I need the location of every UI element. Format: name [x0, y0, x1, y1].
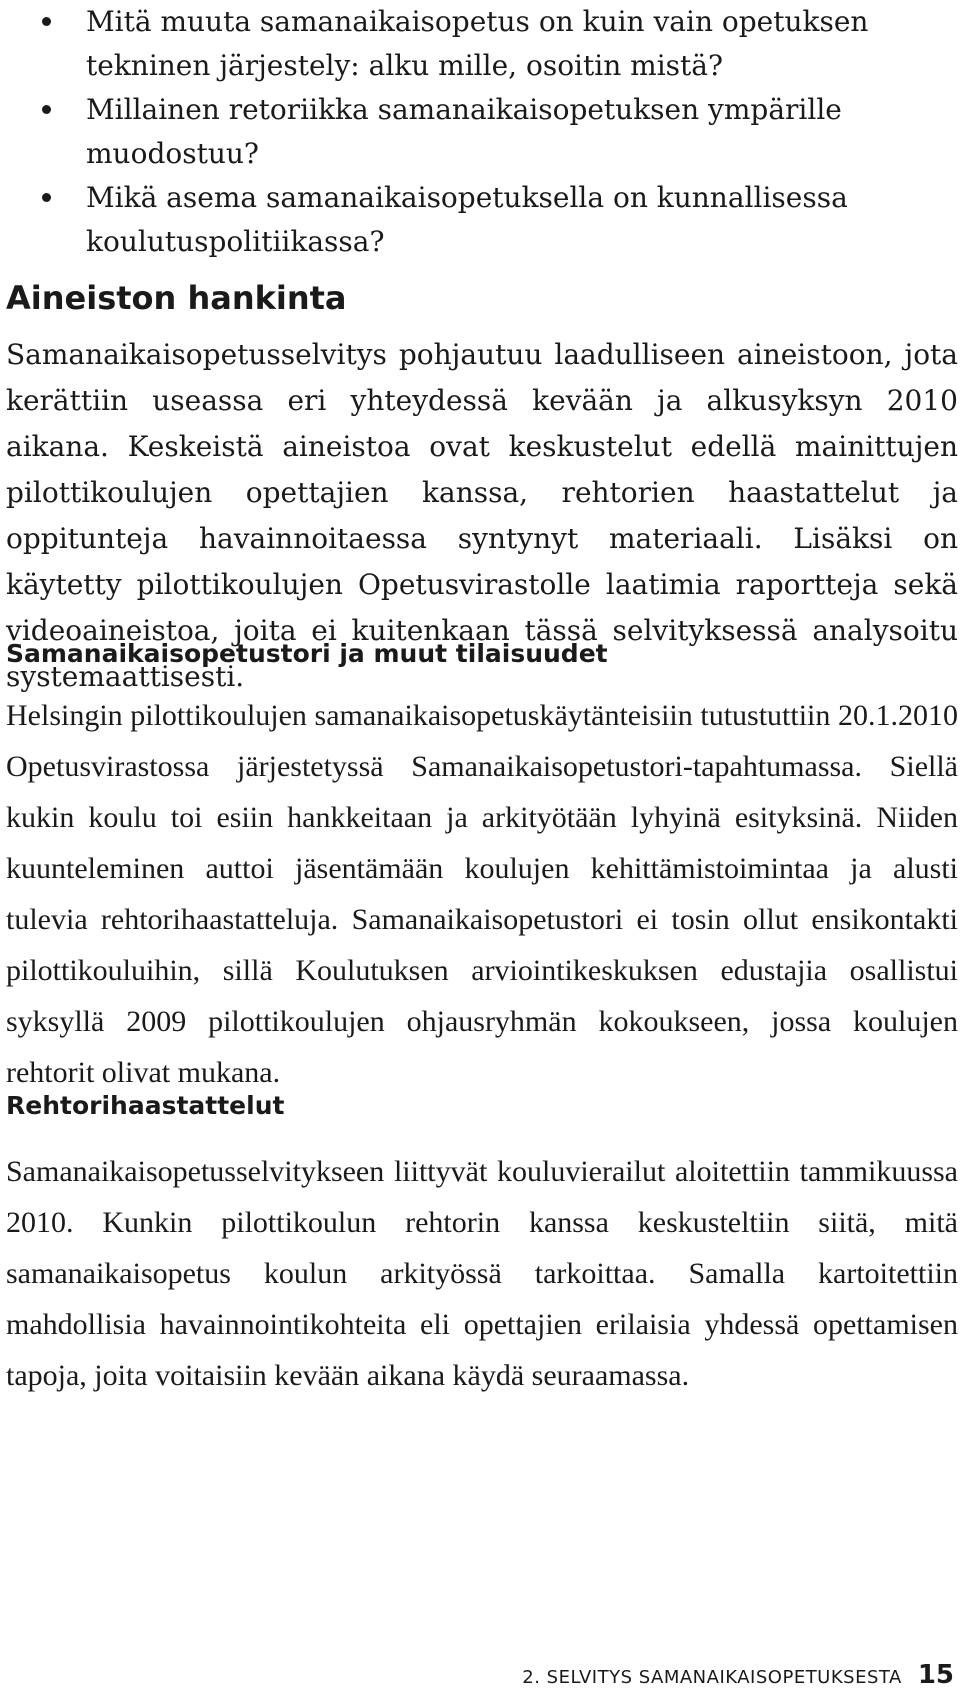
section-heading-rehtorihaastattelut: Rehtorihaastattelut	[6, 1091, 285, 1120]
page-footer	[522, 1660, 954, 1690]
paragraph-rehtorihaastattelut: Samanaikaisopetusselvitykseen liittyvät kouluvierailut aloitettiin tammikuussa 2010. Kunkin pilottikoulun rehtorin kanssa keskusteltiin siitä, mitä samanaikaisopetus koulun arkityössä tarkoittaa. Samalla kartoitettiin mahdollisia havainnointikohteita eli opettajien erilaisia yhdessä opettamisen tapoja, joita voitaisiin kevään aikana käydä seuraamassa.	[6, 1155, 958, 1392]
section-heading-samanaikaisopetustori: Samanaikaisopetustori ja muut tilaisuudet	[6, 639, 608, 668]
list-item	[6, 88, 958, 176]
paragraph-aineiston-hankinta: Samanaikaisopetusselvitys pohjautuu laadulliseen aineistoon, jota kerättiin useassa eri yhteydessä kevään ja alkusyksyn 2010 aikana. Keskeistä aineistoa ovat keskustelut edellä mainittujen pilottikoulujen opettajien kanssa, rehtorien haastattelut ja oppitunteja havainnoitaessa syntynyt materiaali. Lisäksi on käytetty pilottikoulujen Opetusvirastolle laatimia raportteja sekä videoaineistoa, joita ei kuitenkaan tässä selvityksessä analysoitu systemaattisesti.	[6, 338, 958, 693]
section-heading-aineiston-hankinta: Aineiston hankinta	[6, 279, 347, 317]
running-footer-section: 2. SELVITYS SAMANAIKAISOPETUKSESTA	[522, 1667, 902, 1688]
paragraph-samanaikaisopetustori: Helsingin pilottikoulujen samanaikaisopetuskäytänteisiin tutustuttiin 20.1.2010 Opetusvirastossa järjestetyssä Samanaikaisopetustori-tapahtumassa. Siellä kukin koulu toi esiin hankkeitaan ja arkityötään lyhyinä esityksinä. Niiden kuunteleminen auttoi jäsentämään koulujen kehittämistoimintaa ja alusti tulevia rehtorihaastatteluja. Samanaikaisopetustori ei tosin ollut ensikontakti pilottikouluihin, sillä Koulutuksen arviointikeskuksen edustajia osallistui syksyllä 2009 pilottikoulujen ohjausryhmän kokoukseen, jossa koulujen rehtorit olivat mukana.	[6, 699, 958, 1089]
list-item	[6, 0, 958, 88]
bullet-icon	[42, 193, 51, 202]
list-item-text: Millainen retoriikka samanaikaisopetuksen ympärille muodostuu?	[86, 93, 842, 170]
list-item-text: Mikä asema samanaikaisopetuksella on kunnallisessa koulutuspolitiikassa?	[86, 181, 848, 258]
question-list	[6, 0, 958, 264]
list-item	[6, 176, 958, 264]
bullet-icon	[42, 17, 51, 26]
bullet-icon	[42, 105, 51, 114]
page-number: 15	[917, 1660, 954, 1690]
list-item-text: Mitä muuta samanaikaisopetus on kuin vain opetuksen tekninen järjestely: alku mille, osoitin mistä?	[86, 5, 869, 82]
